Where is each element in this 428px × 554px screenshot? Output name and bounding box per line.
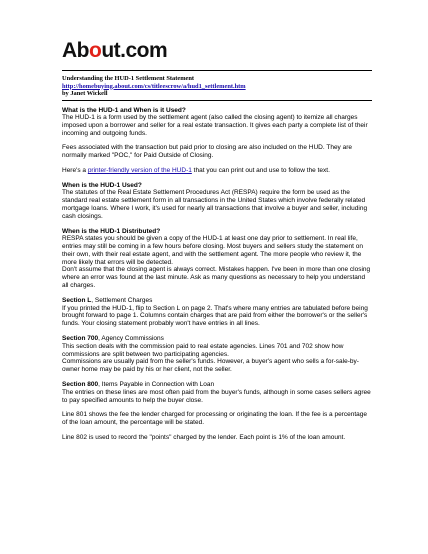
- section-heading-rest: , Settlement Charges: [91, 296, 153, 304]
- section-heading: When is the HUD-1 Distributed?: [62, 227, 161, 235]
- paragraph: The HUD-1 is a form used by the settlement agent (also called the closing agent) to itemize all charges imposed upon a borrower and seller for a real estate transaction. It gives each party a complete list of their incoming and outgoing funds.: [62, 114, 368, 137]
- section-heading-rest: , Items Payable in Connection with Loan: [98, 381, 215, 388]
- paragraph: Commissions are usually paid from the seller's funds. However, a buyer's agent who sells a for-sale-by-owner home may be paid by his or her client, not the seller.: [62, 358, 359, 374]
- paragraph: [62, 167, 372, 175]
- section-heading: When is the HUD-1 Used?: [62, 181, 142, 189]
- section-heading: [62, 381, 372, 389]
- section-heading-rest: , Agency Commissions: [98, 335, 164, 343]
- byline: by Janet Wickell: [62, 90, 108, 97]
- paragraph-text: that you can print out and use to follow the text.: [191, 167, 330, 175]
- section-heading-bold: Section L: [62, 296, 92, 304]
- about-logo[interactable]: [62, 40, 372, 62]
- logo-text-a: Ab: [62, 39, 89, 62]
- logo-text-dot: o: [89, 39, 102, 62]
- paragraph: Line 801 shows the fee the lender charged for processing or originating the loan. If the fee is a percentage of the loan amount, the percentage will be stated.: [62, 411, 367, 427]
- paragraph: Line 802 is used to record the "points" charged by the lender. Each point is 1% of the loan amount.: [62, 433, 346, 441]
- paragraph: This section deals with the commission paid to real estate agencies. Lines 701 and 702 show how commissions are split between two participating agencies.: [62, 342, 344, 358]
- paragraph: The statutes of the Real Estate Settlement Procedures Act (RESPA) require the form be used as the standard real estate settlement form in all transactions in the United States which involve federally related mortgage loans. Where I work, it's used for nearly all transactions that involve a buyer and seller, including cash closings.: [62, 189, 368, 220]
- document-page: [62, 40, 372, 449]
- section-heading: [62, 297, 372, 305]
- section-heading: What is the HUD-1 and When is it Used?: [62, 106, 186, 114]
- article-title: Understanding the HUD-1 Settlement Statement: [62, 75, 195, 82]
- paragraph: Fees associated with the transaction but paid prior to closing are also included on the HUD. They are normally marked "POC," for Paid Outside of Closing.: [62, 144, 353, 160]
- header-separator: [62, 100, 372, 101]
- logo-text-b: ut.com: [101, 39, 168, 62]
- article-url-link[interactable]: http://homebuying.about.com/cs/titleescrow/a/hud1_settlement.htm: [62, 82, 246, 90]
- section-heading-bold: Section 700: [62, 335, 99, 343]
- paragraph: RESPA states you should be given a copy of the HUD-1 at least one day prior to settlement. In real life, entries may still be coming in a few hours before closing. Most buyers and sellers study the statement on their own, with their real estate agent, and with the settlement agent. The more people who review it, the more likely that errors will be detected.: [62, 235, 363, 266]
- header-rule: [62, 70, 372, 71]
- section-heading: [62, 335, 372, 343]
- paragraph-text: Here's a: [62, 167, 88, 175]
- paragraph: If you printed the HUD-1, flip to Section L on page 2. That's where many entries are tabulated before being brought forward to page 1. Columns contain charges that are paid from either the borrower's or the seller's funds. Your closing statement probably won't have entries in all lines.: [62, 304, 368, 328]
- section-heading-bold: Section 800: [62, 381, 99, 388]
- paragraph: Don't assume that the closing agent is always correct. Mistakes happen. I've been in more than one closing where an error was found at the last minute. Ask as many questions as necessary to help you understand all charges.: [62, 266, 371, 290]
- paragraph: The entries on these lines are most often paid from the buyer's funds, although in some cases sellers agree to pay specified amounts to help the buyer close.: [62, 388, 371, 404]
- printer-friendly-link[interactable]: printer-friendly version of the HUD-1: [87, 167, 192, 175]
